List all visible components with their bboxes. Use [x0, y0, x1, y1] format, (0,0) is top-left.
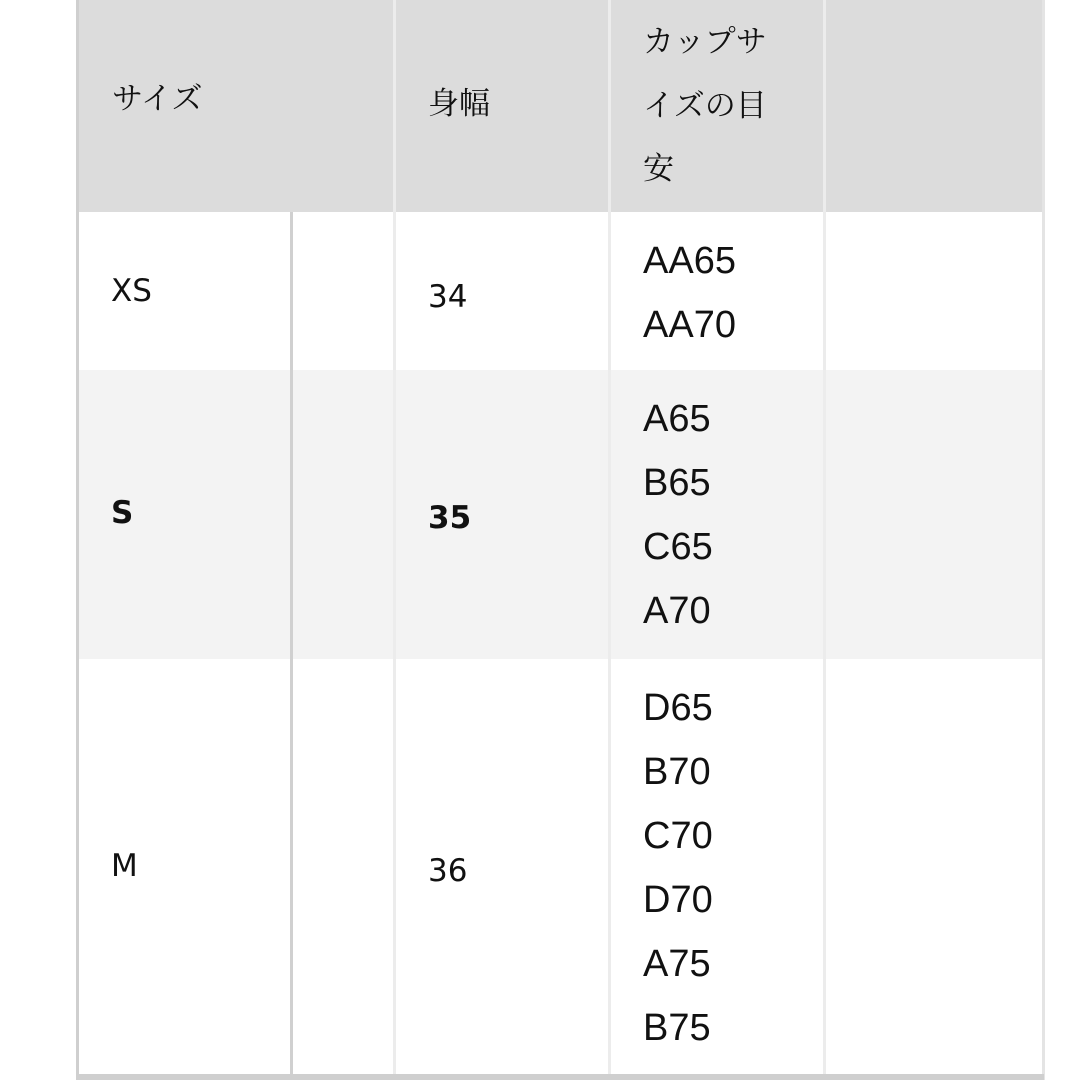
cup-size: AA65	[643, 240, 736, 282]
cup-list-s	[643, 387, 713, 643]
next-row-border	[78, 1074, 1044, 1080]
border-cup	[608, 0, 611, 1080]
cup-size: AA70	[643, 304, 736, 346]
header-size-label: サイズ	[112, 81, 203, 117]
border-right	[1042, 0, 1045, 1080]
width-value-m: 36	[428, 853, 468, 889]
cup-size: A65	[643, 398, 711, 440]
header-cup-guide-line-2: イズの目	[643, 88, 767, 124]
width-value-s: 35	[428, 500, 472, 536]
cup-size: C70	[643, 815, 713, 857]
cup-list-xs	[643, 229, 736, 357]
border-size-inner	[290, 212, 293, 1074]
header-cup-guide-line-3: 安	[643, 151, 674, 187]
border-extra	[823, 0, 826, 1080]
cup-size: A75	[643, 943, 711, 985]
cup-size: D65	[643, 687, 713, 729]
size-label-m: M	[111, 848, 138, 884]
cup-size: B65	[643, 462, 711, 504]
cup-size: D70	[643, 879, 713, 921]
cup-size: C65	[643, 526, 713, 568]
border-left	[76, 0, 79, 1080]
cup-size: A70	[643, 590, 711, 632]
table-row-s	[78, 370, 1044, 659]
size-label-s: S	[111, 495, 134, 531]
header-cup-guide-line-1: カップサ	[643, 24, 767, 60]
size-label-xs: XS	[111, 273, 152, 309]
table-row-m	[78, 659, 1044, 1074]
width-value-xs: 34	[428, 279, 468, 315]
border-width	[393, 0, 396, 1080]
cup-size: B75	[643, 1007, 711, 1049]
header-cell-extra	[826, 0, 1044, 212]
cup-size: B70	[643, 751, 711, 793]
header-chest-width-label: 身幅	[428, 86, 490, 122]
cup-list-m	[643, 676, 713, 1060]
table-row-xs	[78, 212, 1044, 370]
